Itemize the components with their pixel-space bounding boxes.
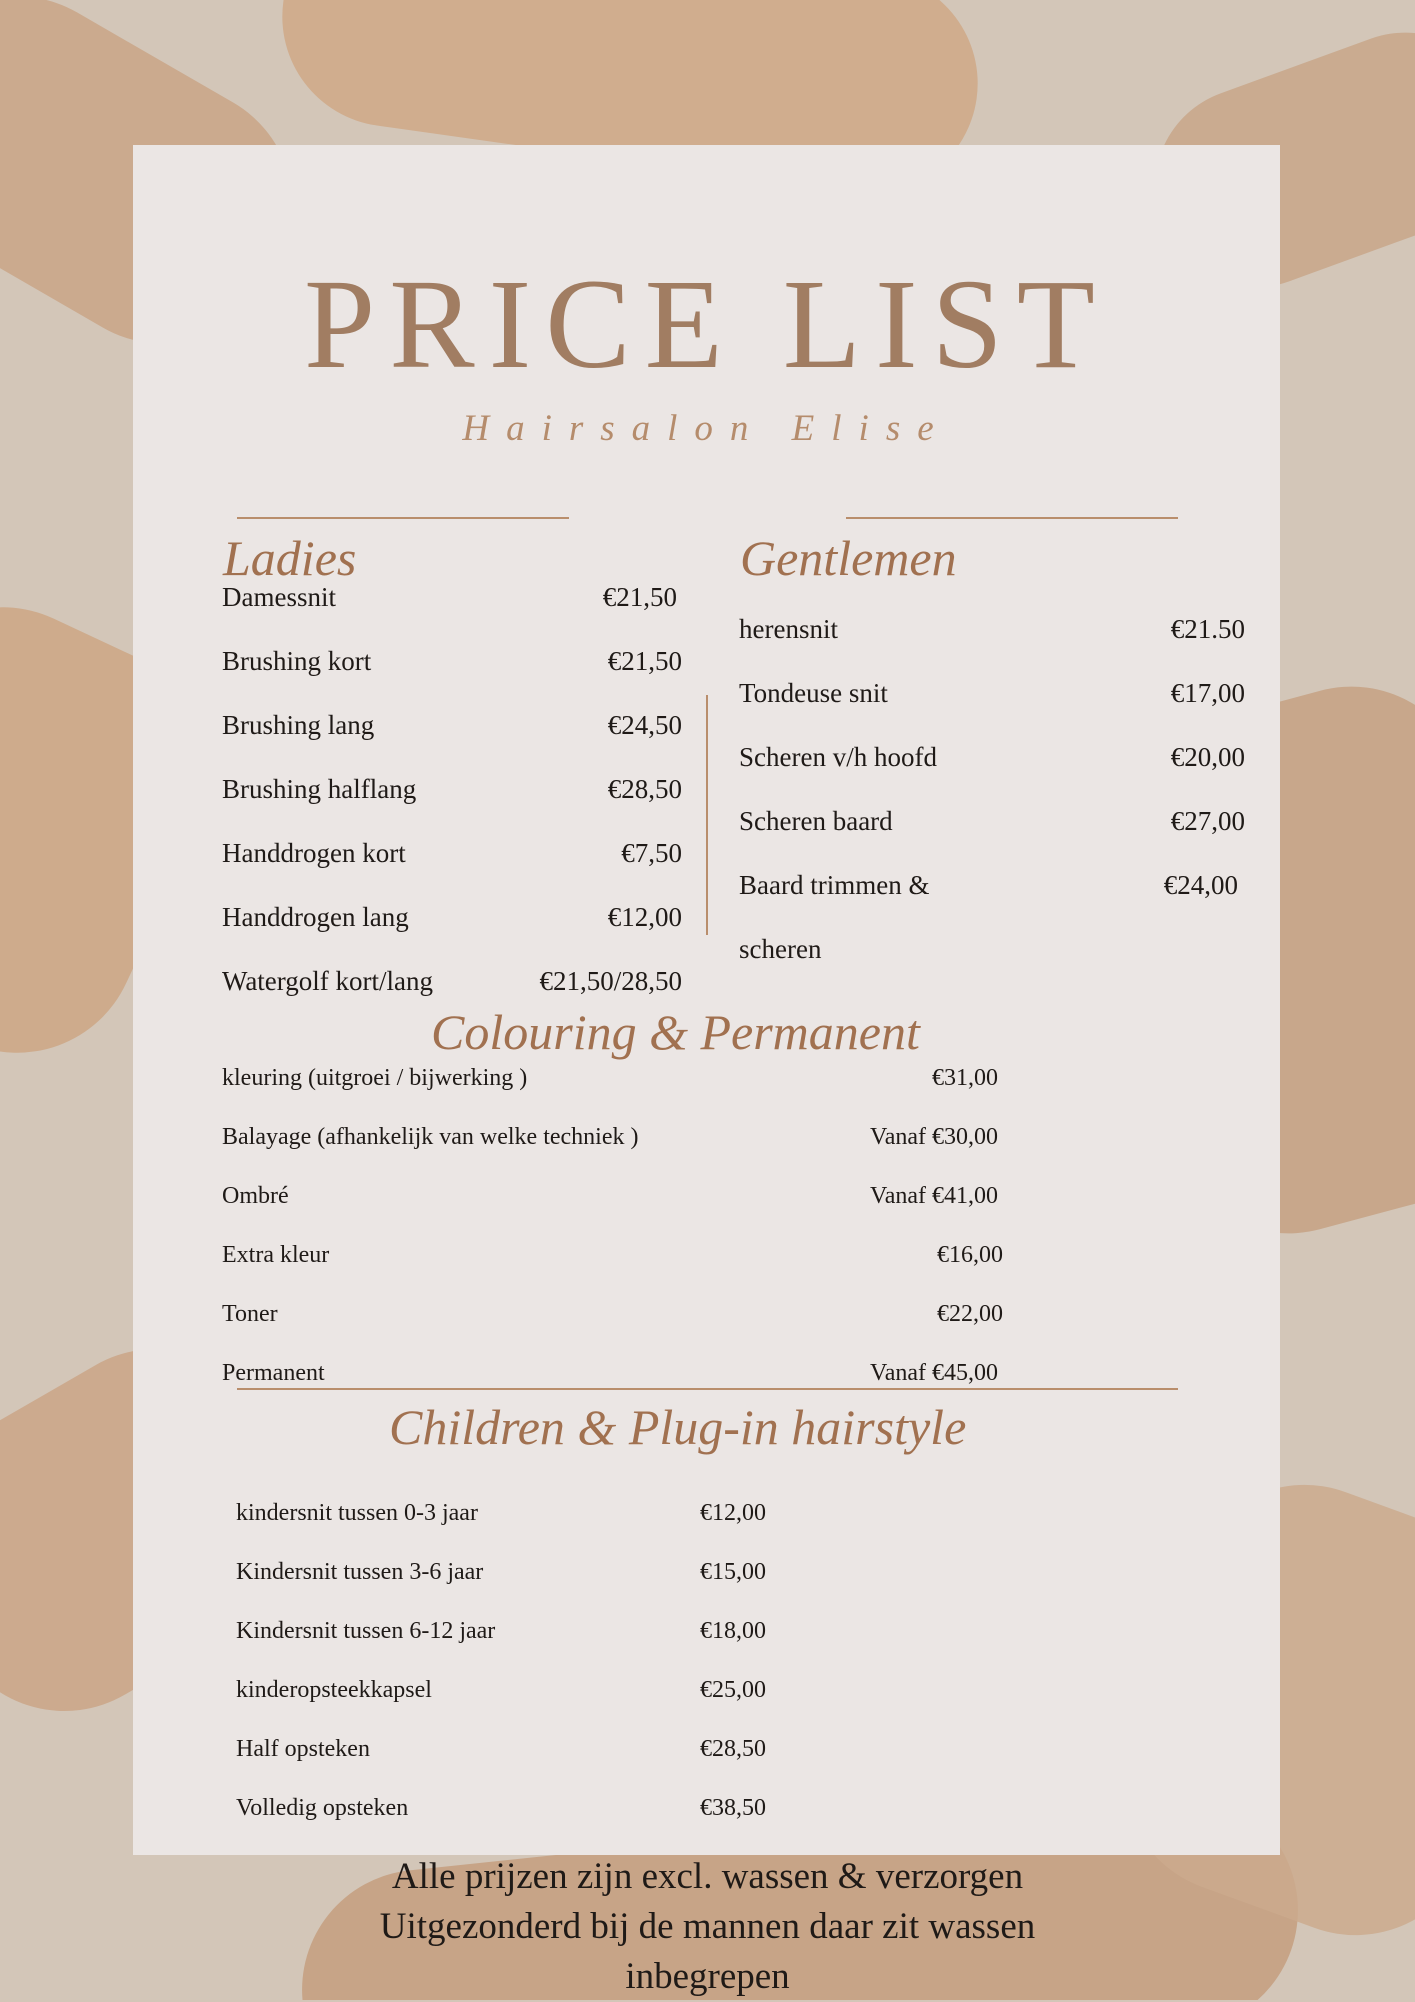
- footer-line: Uitgezonderd bij de mannen daar zit wassen: [379, 1906, 1036, 1947]
- service-name: kinderopsteekkapsel: [236, 1677, 432, 1703]
- service-name: herensnit: [739, 614, 838, 644]
- page-title: PRICE LIST: [304, 253, 1109, 395]
- section-heading-colouring: Colouring & Permanent: [431, 1004, 920, 1060]
- service-price: €17,00: [1170, 678, 1245, 708]
- list-item: [739, 870, 1245, 910]
- service-price: €38,50: [700, 1795, 766, 1821]
- service-name: Damessnit: [222, 582, 336, 612]
- service-price: €25,00: [700, 1677, 766, 1703]
- service-name: Volledig opsteken: [236, 1795, 409, 1821]
- service-price: €21,50: [602, 582, 677, 612]
- service-price: €12,00: [700, 1500, 766, 1526]
- service-price: €16,00: [937, 1242, 1003, 1268]
- divider-line: [237, 517, 569, 519]
- service-price: €18,00: [700, 1618, 766, 1644]
- list-item: [222, 710, 682, 750]
- service-name: Half opsteken: [236, 1736, 370, 1762]
- salon-name: Hairsalon Elise: [462, 408, 951, 449]
- section-heading-ladies: Ladies: [223, 530, 357, 586]
- service-price: €15,00: [700, 1559, 766, 1585]
- section-heading-children: Children & Plug-in hairstyle: [389, 1399, 967, 1455]
- service-price: Vanaf €41,00: [870, 1183, 998, 1209]
- service-name: Kindersnit tussen 6-12 jaar: [236, 1618, 496, 1644]
- list-item: [222, 1183, 998, 1223]
- footer-line: inbegrepen: [625, 1956, 790, 1997]
- service-price: €20,00: [1170, 742, 1245, 772]
- service-name: Extra kleur: [222, 1242, 330, 1268]
- price-list-card: [133, 145, 1280, 1855]
- list-item: [222, 582, 682, 622]
- service-price: €22,00: [937, 1301, 1003, 1327]
- list-item: [236, 1500, 766, 1540]
- list-item: [222, 1242, 1003, 1282]
- section-heading-gentlemen: Gentlemen: [740, 530, 957, 586]
- service-name: Scheren baard: [739, 806, 893, 836]
- list-item: [222, 646, 682, 686]
- service-name: scheren: [739, 934, 822, 964]
- list-item: [222, 1124, 998, 1164]
- service-price: €24,00: [1163, 870, 1238, 900]
- list-item: [222, 1360, 998, 1400]
- list-item: [739, 614, 1245, 654]
- service-name: Brushing halflang: [222, 774, 417, 804]
- service-price: €27,00: [1170, 806, 1245, 836]
- service-price: €21,50: [607, 646, 682, 676]
- list-item: [222, 966, 682, 1006]
- divider-line: [237, 1388, 1178, 1390]
- list-item: [739, 678, 1245, 718]
- list-item: [222, 1065, 998, 1105]
- list-item: [222, 1301, 1003, 1341]
- service-name: kindersnit tussen 0-3 jaar: [236, 1500, 478, 1526]
- list-item: [236, 1795, 766, 1835]
- list-item: [222, 838, 682, 878]
- list-item: [222, 774, 682, 814]
- list-item: [739, 806, 1245, 846]
- service-name: Scheren v/h hoofd: [739, 742, 937, 772]
- service-price: Vanaf €45,00: [870, 1360, 998, 1386]
- service-price: €21.50: [1170, 614, 1245, 644]
- service-name: kleuring (uitgroei / bijwerking ): [222, 1065, 528, 1091]
- footer-line: Alle prijzen zijn excl. wassen & verzorgen: [391, 1856, 1024, 1897]
- list-item: [236, 1618, 766, 1658]
- service-name: Watergolf kort/lang: [222, 966, 434, 996]
- list-item: [739, 742, 1245, 782]
- list-item: [236, 1736, 766, 1776]
- list-item: [222, 902, 682, 942]
- service-price: Vanaf €30,00: [870, 1124, 998, 1150]
- service-price: €7,50: [621, 838, 682, 868]
- service-price: €28,50: [607, 774, 682, 804]
- service-name: Brushing lang: [222, 710, 375, 740]
- service-name: Kindersnit tussen 3-6 jaar: [236, 1559, 484, 1585]
- service-price: €21,50/28,50: [539, 966, 682, 996]
- divider-line: [846, 517, 1178, 519]
- service-price: €28,50: [700, 1736, 766, 1762]
- service-name: Brushing kort: [222, 646, 372, 676]
- column-divider: [706, 695, 708, 935]
- service-name: Handdrogen lang: [222, 902, 409, 932]
- service-name: Tondeuse snit: [739, 678, 888, 708]
- service-name: Permanent: [222, 1360, 325, 1386]
- service-name: Balayage (afhankelijk van welke techniek ): [222, 1124, 639, 1150]
- service-name: Toner: [222, 1301, 278, 1327]
- list-item: [236, 1677, 766, 1717]
- service-name: Handdrogen kort: [222, 838, 406, 868]
- price-note: [0, 1852, 1415, 2002]
- service-price: €24,50: [607, 710, 682, 740]
- list-item: [739, 934, 1245, 974]
- service-name: Ombré: [222, 1183, 289, 1209]
- list-item: [236, 1559, 766, 1599]
- service-price: €12,00: [607, 902, 682, 932]
- service-price: €31,00: [932, 1065, 998, 1091]
- service-name: Baard trimmen &: [739, 870, 930, 900]
